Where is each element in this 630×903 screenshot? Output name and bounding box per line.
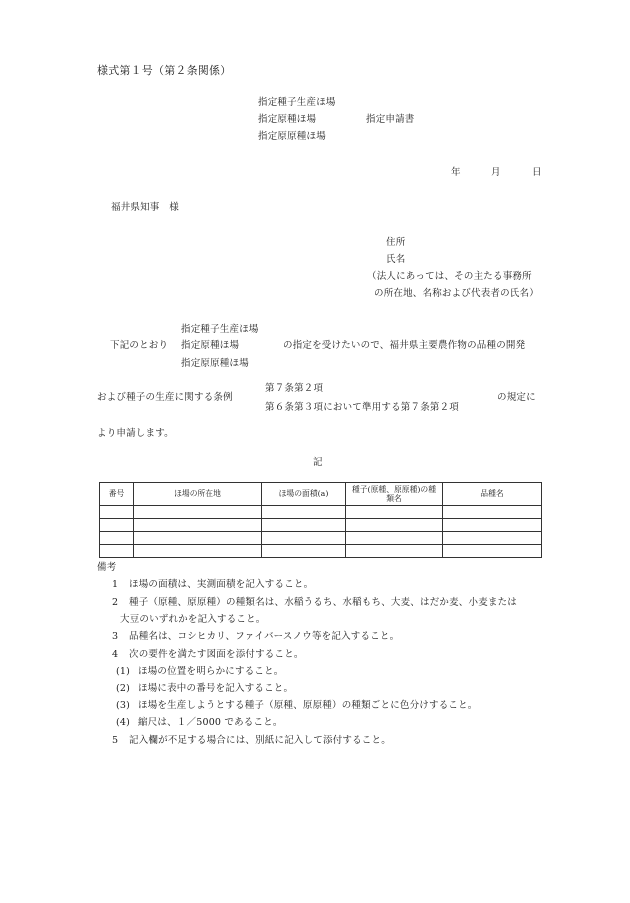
body-field-type-1: 指定種子生産ほ場 [181,324,259,335]
note-4-sub-2-number: (2) [116,683,131,694]
note-4-text: 次の要件を満たす図面を添付すること。 [129,649,304,660]
table-header-row [100,483,542,506]
table-cell[interactable] [346,532,443,545]
header-field-type-1: 指定種子生産ほ場 [258,97,336,108]
table-cell[interactable] [100,545,134,558]
note-5-number: 5 [112,735,119,746]
table-cell[interactable] [134,532,262,545]
table-cell[interactable] [100,506,134,519]
body-line-2-end: の規定に [497,392,536,403]
note-1-number: 1 [112,579,119,590]
note-2-continuation: 大豆のいずれかを記入すること。 [120,614,266,625]
note-2-text: 種子（原種、原原種）の種類名は、水稲うるち、水稲もち、大麦、はだか麦、小麦または [129,597,518,608]
note-3-text: 品種名は、コシヒカリ、ファイバースノウ等を記入すること。 [129,631,400,642]
field-table [99,482,542,558]
col-header-seed-type: 種子(原種、原原種)の種類名 [346,483,443,506]
note-4-sub-3-number: (3) [116,700,131,711]
document-name: 指定申請書 [366,114,415,125]
addressee: 福井県知事 様 [111,202,179,213]
table-row [100,519,542,532]
col-header-location: ほ場の所在地 [134,483,262,506]
table-cell[interactable] [262,545,346,558]
body-line-1-rest: の指定を受けたいので、福井県主要農作物の品種の開発 [283,340,526,351]
note-4-sub-1-number: (1) [116,666,131,677]
table-cell[interactable] [443,506,542,519]
table-cell[interactable] [100,532,134,545]
body-field-type-3: 指定原原種ほ場 [181,358,249,369]
body-article-2: 第６条第３項において準用する第７条第２項 [265,402,460,413]
body-line-2-start: および種子の生産に関する条例 [97,392,233,403]
date-day: 日 [532,167,542,178]
body-field-type-2: 指定原種ほ場 [181,340,240,351]
note-4-sub-4-number: (4) [116,717,131,728]
body-line-3: より申請します。 [97,428,174,439]
note-4-sub-1-text: ほ場の位置を明らかにすること。 [138,666,284,677]
table-cell[interactable] [262,506,346,519]
col-header-area: ほ場の面積(a) [262,483,346,506]
note-4-sub-4-text: 縮尺は、１／5000 であること。 [138,717,283,728]
note-4-number: 4 [112,649,119,660]
form-title: 様式第１号（第２条関係） [97,64,232,77]
note-4-sub-2-text: ほ場に表中の番号を記入すること。 [138,683,294,694]
body-article-1: 第７条第２項 [265,383,324,394]
notes-heading: 備考 [97,562,117,573]
table-cell[interactable] [134,506,262,519]
date-year: 年 [451,167,461,178]
table-cell[interactable] [346,545,443,558]
table-cell[interactable] [346,506,443,519]
table-cell[interactable] [443,532,542,545]
body-lead: 下記のとおり [110,340,169,351]
note-2-number: 2 [112,597,119,608]
note-1-text: ほ場の面積は、実測面積を記入すること。 [129,579,314,590]
applicant-note-line-2: の所在地、名称および代表者の氏名） [374,288,539,299]
table-cell[interactable] [134,545,262,558]
header-field-type-2: 指定原種ほ場 [258,114,317,125]
header-field-type-3: 指定原原種ほ場 [258,131,326,142]
table-cell[interactable] [443,519,542,532]
table-row [100,532,542,545]
table-cell[interactable] [346,519,443,532]
note-3-number: 3 [112,631,119,642]
note-5-text: 記入欄が不足する場合には、別紙に記入して添付すること。 [129,735,391,746]
table-cell[interactable] [443,545,542,558]
applicant-note-line-1: （法人にあっては、その主たる事務所 [367,271,532,282]
table-cell[interactable] [100,519,134,532]
table-cell[interactable] [134,519,262,532]
table-row [100,545,542,558]
ki-heading: 記 [313,457,323,468]
table-cell[interactable] [262,532,346,545]
col-header-variety: 品種名 [443,483,542,506]
table-cell[interactable] [262,519,346,532]
col-header-number: 番号 [100,483,134,506]
note-4-sub-3-text: ほ場を生産しようとする種子（原種、原原種）の種類ごとに色分けすること。 [138,700,478,711]
applicant-address-label: 住所 [386,237,406,248]
applicant-name-label: 氏名 [386,254,406,265]
date-month: 月 [491,167,501,178]
table-row [100,506,542,519]
